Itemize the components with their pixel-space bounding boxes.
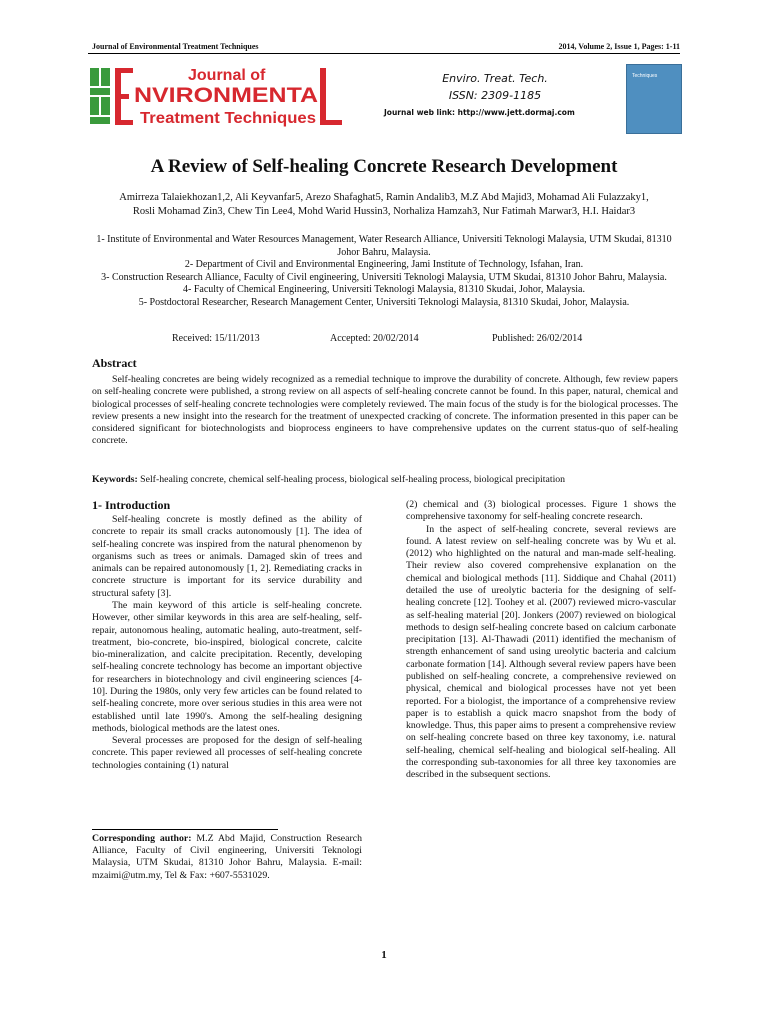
- journal-cover-thumbnail: [626, 64, 682, 134]
- affiliation: 4- Faculty of Chemical Engineering, Universiti Teknologi Malaysia, 81310 Skudai, Johor, Malaysia.: [183, 284, 585, 296]
- authors-line: Rosli Mohamad Zin3, Chew Tin Lee4, Mohd Warid Hussin3, Norhaliza Hamzah3, Nur Fatimah Marwar3, H.I. Haidar3: [132, 205, 636, 217]
- running-header-journal: Journal of Environmental Treatment Techniques: [92, 42, 259, 51]
- keywords-label: Keywords:: [92, 474, 138, 485]
- affiliation: 5- Postdoctoral Researcher, Research Management Center, Universiti Teknologi Malaysia, 81310 Skudai, Johor, Malaysia.: [138, 296, 630, 308]
- left-column: [92, 514, 362, 772]
- cover-text: Techniques: [632, 73, 658, 79]
- section-heading: 1- Introduction: [92, 498, 171, 512]
- journal-web-domain[interactable]: jett.dormaj.com: [507, 108, 575, 117]
- published-date: Published: 26/02/2014: [492, 333, 583, 344]
- paragraph: The main keyword of this article is self-healing concrete. However, other similar keywords in this area are self-healing, self-repair, autonomous healing, automatic healing, auto-treatment, self-treatment, bio-concrete, bio-inspired, biological concrete, calcite bio-mineralization, and calcite precipitation. Recently, developing self-healing concrete technology has become an important objective for researchers in biotechnology and civil engineering sciences [4-10]. During the 1980s, only very few articles can be found related to self-healing concrete, more over serious studies in this area were not established until late 1990's. Among the self-healing designing methods, biological methods are the latest ones.: [92, 599, 362, 734]
- journal-info: [428, 70, 562, 104]
- journal-logo-graphic: [88, 64, 346, 130]
- keywords: [92, 474, 678, 486]
- journal-web-label: Journal web link: http://www.: [384, 108, 508, 117]
- corresponding-author-footnote: [92, 833, 362, 882]
- paper-title: A Review of Self-healing Concrete Research Development: [150, 156, 618, 177]
- logo-line1: Journal of: [188, 67, 266, 84]
- abstract-text: Self-healing concretes are being widely recognized as a remedial technique to improve the durability of concrete. Although, few review papers on self-healing concrete were published, a strong review on all aspects of self-healing concrete cannot be found. In this paper, natural, chemical and biological processes of self-healing concrete technologies were completely reviewed. The main focus of the study is for the biological processes. The review presents a new insight into the research for the treatment of unexpected cracking of concrete. The information presented in this paper can be considered significant for biotechnologists and bioprocess engineers to have comprehensive updates on the current status-quo of self-healing concrete.: [92, 374, 678, 447]
- abstract-heading: Abstract: [92, 356, 137, 370]
- paragraph: Self-healing concrete is mostly defined as the ability of concrete to repair its small cracks autonomously [1]. The idea of self-healing concrete was inspired from the natural phenomenon by organisms such as trees or animals. Damaged skin of trees and animals can be repaired autonomously [1, 2]. Remediating cracks in concrete structure is important for its service durability and structural safety [3].: [92, 514, 362, 599]
- author-list: [88, 191, 680, 218]
- header-rule: [88, 53, 680, 54]
- journal-abbrev: Enviro. Treat. Tech.: [442, 72, 548, 85]
- footnote-label: Corresponding author:: [92, 833, 192, 844]
- journal-issn: ISSN: 2309-1185: [448, 89, 542, 102]
- journal-web-link[interactable]: [384, 108, 575, 117]
- accepted-date: Accepted: 20/02/2014: [330, 333, 419, 344]
- paragraph: Several processes are proposed for the design of self-healing concrete. This paper reviewed all processes of self-healing concrete technologies containing (1) natural: [92, 735, 362, 771]
- keywords-text: Self-healing concrete, chemical self-healing process, biological self-healing process, biological precipitation: [137, 474, 566, 485]
- footnote-text: M.Z Abd Majid, Construction Research Alliance, Faculty of Civil engineering, Universiti Teknologi Malaysia, UTM Skudai, 81310 Johor Bahru, Malaysia. E-mail: mzaimi@utm.my, Tel & Fax: +607-5531029.: [92, 833, 363, 881]
- running-header-issue: 2014, Volume 2, Issue 1, Pages: 1-11: [558, 42, 680, 51]
- affiliation: 3- Construction Research Alliance, Faculty of Civil engineering, Universiti Teknologi Malaysia, UTM Skudai, 81310 Johor Bahru, Malaysia.: [101, 271, 667, 283]
- journal-logo: [88, 64, 346, 130]
- logo-line2: NVIRONMENTA: [134, 84, 318, 107]
- page-number: 1: [381, 949, 387, 961]
- received-date: Received: 15/11/2013: [172, 333, 260, 344]
- logo-line3: Treatment Techniques: [140, 110, 317, 127]
- affiliation-list: [88, 234, 680, 310]
- affiliation: 1- Institute of Environmental and Water Resources Management, Water Research Alliance, Universiti Teknologi Malaysia, UTM Skudai, 81310 Johor Bahru, Malaysia.: [96, 234, 672, 258]
- paragraph: In the aspect of self-healing concrete, several reviews are found. A latest review on self-healing concrete was by Wu et al. (2012) who highlighted on the natural and man-made self-healing. Their review also covered comprehensive explanation on the chemical and biological methods [11]. Siddique and Chahal (2011) detailed the use of ureolytic bacteria for the designing of self-healing concrete [12]. Toohey et al. (2007) reviewed micro-vascular as self-healing material [20]. Jonkers (2007) reviewed on biological methods to design self-healing concrete based on calcium carbonate precipitation [13]. Al-Thawadi (2011) identified the mechanism of strength enhancement of sand using ureolytic bacteria and calcium carbonate formation [14]. Although several review papers have been published on self-healing concrete, a comprehensive reviewed on physical, chemical and biological processes have not yet been reported. For a biologist, the importance of a comprehensive review paper is to establish a quick macro snapshot from the body of knowledge. Thus, this paper aims to present a comprehensive review on self-healing concrete based on three key taxonomy, i.e. natural self-healing, chemical self-healing and biological self-healing. All the corresponding sub-taxonomies for all three key taxonomies are described in the subsequent sections.: [406, 523, 676, 781]
- right-column: [406, 499, 676, 781]
- footnote-rule: [92, 829, 278, 830]
- affiliation: 2- Department of Civil and Environmental Engineering, Jami Institute of Technology, Isfahan, Iran.: [184, 259, 584, 271]
- paragraph: (2) chemical and (3) biological processes. Figure 1 shows the comprehensive taxonomy for self-healing concrete research.: [406, 499, 676, 523]
- authors-line: Amirreza Talaiekhozan1,2, Ali Keyvanfar5, Arezo Shafaghat5, Ramin Andalib3, M.Z Abd Majid3, Mohamad Ali Fulazzaky1,: [119, 192, 649, 203]
